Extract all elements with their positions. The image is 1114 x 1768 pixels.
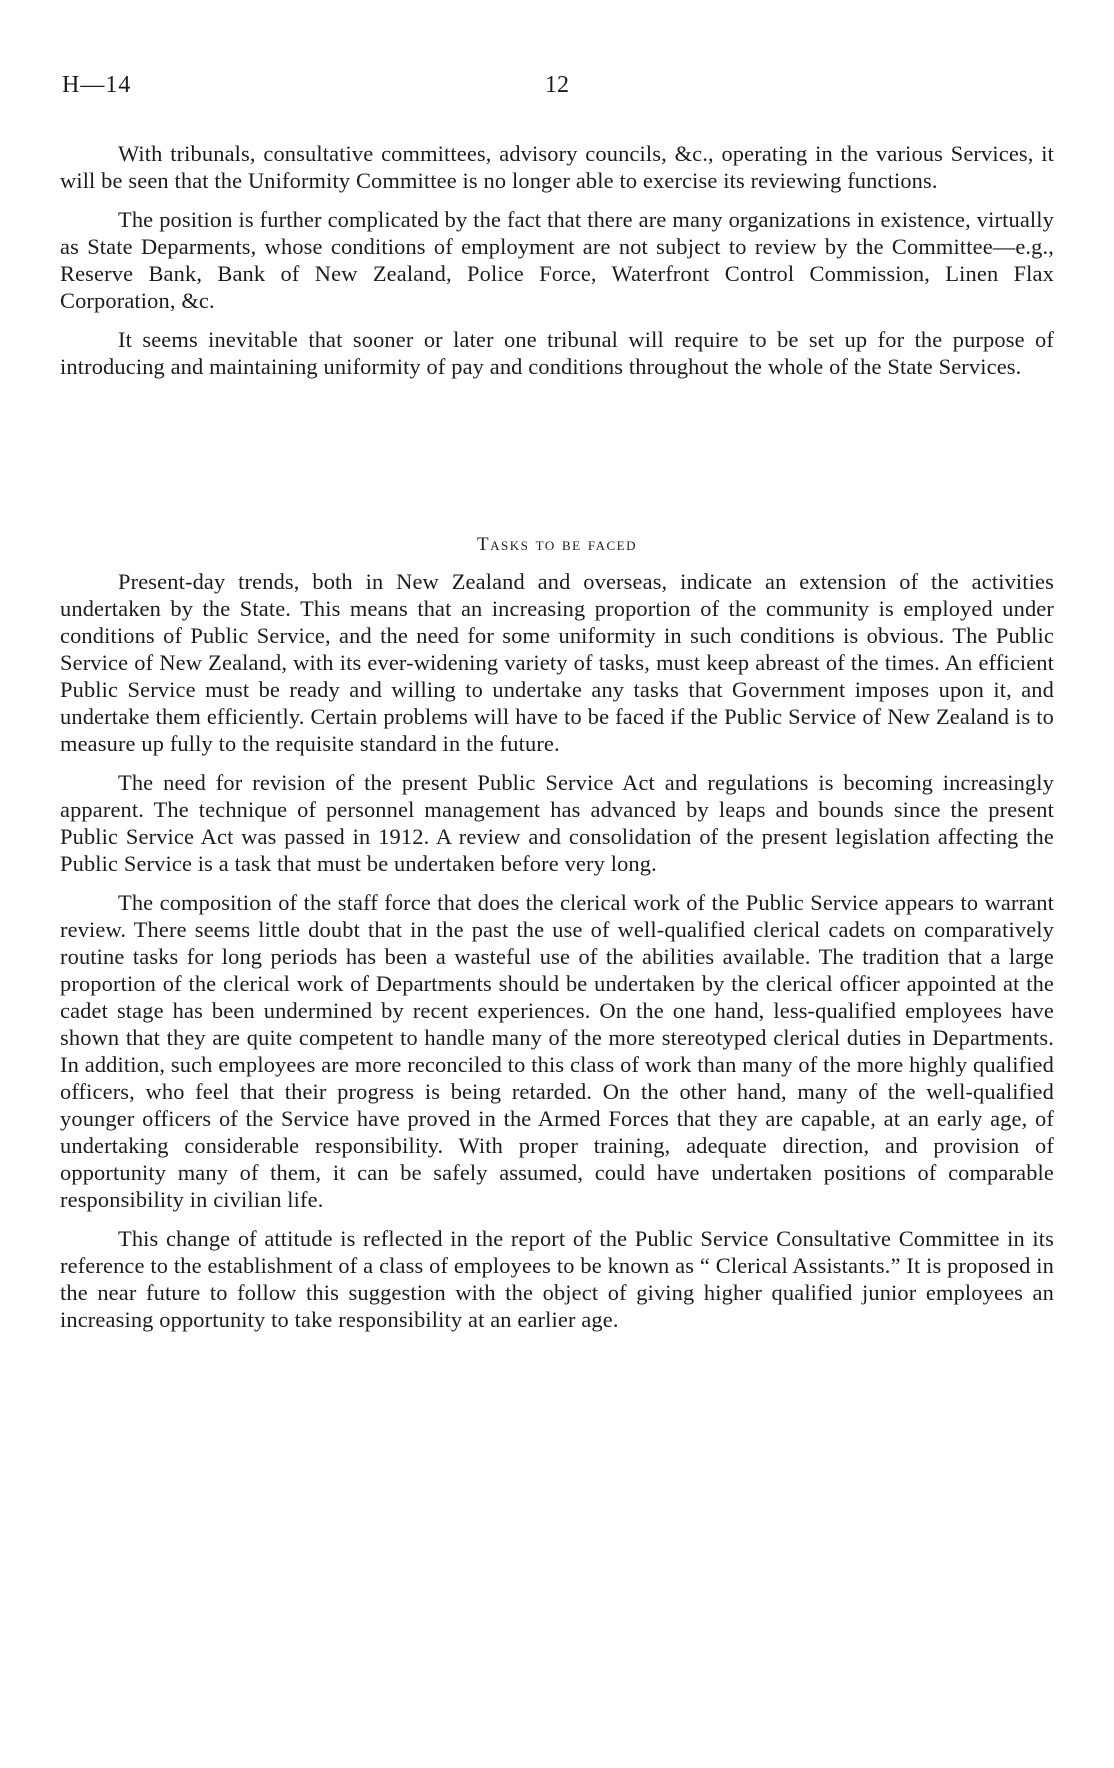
- paragraph-staff-composition: The composition of the staff force that does the clerical work of the Public Service appears to warrant review. There seems little doubt that in the past the use of well-qualified clerical cadets on comparatively routine tasks for long periods has been a wasteful use of the abilities available. The tradition that a large proportion of the clerical work of Departments should be undertaken by the clerical officer appointed at the cadet stage has been undermined by recent experiences. On the one hand, less-qualified employees have shown that they are quite competent to handle many of the more stereotyped clerical duties in Departments. In addition, such employees are more reconciled to this class of work than many of the more highly qualified officers, who feel that their progress is being retarded. On the other hand, many of the well-qualified younger officers of the Service have proved in the Armed Forces that they are capable, at an early age, of undertaking considerable responsibility. With proper training, adequate direction, and provision of opportunity many of them, it can be safely assumed, could have undertaken positions of comparable responsibility in civilian life.: [60, 890, 1054, 1212]
- paragraph-organizations: The position is further complicated by the fact that there are many organizations in existence, virtually as State Deparments, whose conditions of employment are not subject to review by the Committee—e.g., Reserve Bank, Bank of New Zealand, Police Force, Waterfront Control Commission, Linen Flax Corporation, &c.: [60, 207, 1054, 313]
- paragraph-present-day-trends: Present-day trends, both in New Zealand and overseas, indicate an extension of the activities undertaken by the State. This means that an increasing proportion of the community is employed under conditions of Public Service, and the need for some uniformity in such conditions is obvious. The Public Service of New Zealand, with its ever-widening variety of tasks, must keep abreast of the times. An efficient Public Service must be ready and willing to undertake any tasks that Government imposes upon it, and undertake them efficiently. Certain problems will have to be faced if the Public Service of New Zealand is to measure up fully to the requisite standard in the future.: [60, 569, 1054, 756]
- intro-section: [60, 140, 1054, 392]
- paragraph-uniformity-committee: With tribunals, consultative committees, advisory councils, &c., operating in the various Services, it will be seen that the Uniformity Committee is no longer able to exercise its reviewing functions.: [60, 141, 1054, 193]
- document-reference: H—14: [62, 72, 132, 98]
- page-header: [62, 72, 1052, 112]
- tasks-section: [60, 568, 1054, 1345]
- section-heading: Tasks to be faced: [477, 534, 637, 555]
- paragraph-one-tribunal: It seems inevitable that sooner or later one tribunal will require to be set up for the purpose of introducing and maintaining uniformity of pay and conditions throughout the whole of the State Services.: [60, 327, 1054, 379]
- paragraph-clerical-assistants: This change of attitude is reflected in the report of the Public Service Consultative Committee in its reference to the establishment of a class of employees to be known as “ Clerical Assistants.” It is proposed in the near future to follow this suggestion with the object of giving higher qualified junior employees an increasing opportunity to take responsibility at an earlier age.: [60, 1226, 1054, 1332]
- paragraph-act-revision: The need for revision of the present Public Service Act and regulations is becoming increasingly apparent. The technique of personnel management has advanced by leaps and bounds since the present Public Service Act was passed in 1912. A review and consolidation of the present legislation affecting the Public Service is a task that must be undertaken before very long.: [60, 770, 1054, 876]
- page-number: 12: [545, 72, 569, 98]
